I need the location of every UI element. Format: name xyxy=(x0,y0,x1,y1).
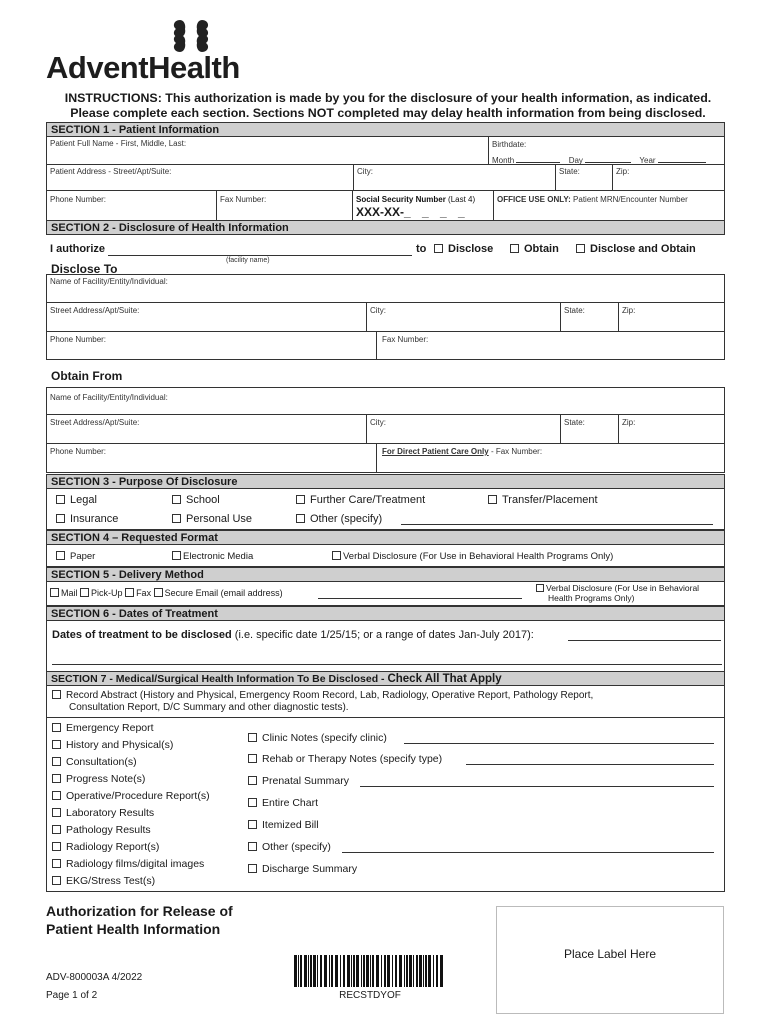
electronic-checkbox[interactable] xyxy=(172,551,181,560)
place-label-box: Place Label Here xyxy=(496,906,724,1014)
obtain-street-label: Street Address/Apt/Suite: xyxy=(50,418,140,427)
section7-left-item[interactable]: Radiology Report(s) xyxy=(52,841,159,853)
disclose-to-box xyxy=(46,274,725,360)
section7-left-item[interactable]: Radiology films/digital images xyxy=(52,858,204,870)
adventhealth-logo-icon xyxy=(170,18,214,54)
patient-fax-label: Fax Number: xyxy=(220,195,267,204)
purpose-legal[interactable]: Legal xyxy=(56,494,97,506)
form-title: Authorization for Release of Patient Health Information xyxy=(46,903,233,937)
section7-right-item[interactable]: Discharge Summary xyxy=(248,863,357,875)
purpose-further-care[interactable]: Further Care/Treatment xyxy=(296,494,425,506)
obtain-facility-label: Name of Facility/Entity/Individual: xyxy=(50,393,168,402)
further-care-checkbox[interactable] xyxy=(296,495,305,504)
item-checkbox[interactable] xyxy=(52,774,61,783)
item-checkbox[interactable] xyxy=(52,740,61,749)
brand-name: AdventHealth xyxy=(46,50,240,85)
specify-line[interactable] xyxy=(466,764,714,765)
item-checkbox[interactable] xyxy=(248,776,257,785)
disclose-checkbox[interactable] xyxy=(434,244,443,253)
dates-of-treatment-prompt: Dates of treatment to be disclosed (i.e. specific date 1/25/15; or a range of dates Jan-July 2017): xyxy=(52,629,534,641)
fax-checkbox[interactable] xyxy=(125,588,134,597)
item-checkbox[interactable] xyxy=(248,754,257,763)
birthdate-label: Birthdate: xyxy=(492,140,527,149)
item-checkbox[interactable] xyxy=(52,859,61,868)
barcode-icon xyxy=(294,955,446,987)
patient-zip-label: Zip: xyxy=(616,167,630,176)
item-checkbox[interactable] xyxy=(52,808,61,817)
pickup-checkbox[interactable] xyxy=(80,588,89,597)
disclose-city-label: City: xyxy=(370,306,386,315)
section-7-header: SECTION 7 - Medical/Surgical Health Information To Be Disclosed - Check All That Apply xyxy=(46,671,725,686)
facility-name-line[interactable] xyxy=(108,255,412,256)
item-checkbox[interactable] xyxy=(248,864,257,873)
email-address-line[interactable] xyxy=(318,598,522,599)
delivery-verbal[interactable]: Verbal Disclosure (For Use in Behavioral Health Programs Only) xyxy=(536,583,699,603)
ssn-field[interactable]: XXX-XX-_ _ _ _ xyxy=(356,205,469,219)
direct-care-fax-label: For Direct Patient Care Only - Fax Number: xyxy=(382,447,543,456)
purpose-school[interactable]: School xyxy=(172,494,220,506)
section7-left-item[interactable]: Progress Note(s) xyxy=(52,773,145,785)
section7-right-item[interactable]: Clinic Notes (specify clinic) xyxy=(248,732,387,744)
legal-checkbox[interactable] xyxy=(56,495,65,504)
section7-left-item[interactable]: Consultation(s) xyxy=(52,756,137,768)
section-3-header: SECTION 3 - Purpose Of Disclosure xyxy=(46,474,725,489)
section-4-header: SECTION 4 – Requested Format xyxy=(46,530,725,545)
dates-line-2[interactable] xyxy=(52,664,722,665)
delivery-options: Mail Pick-Up Fax Secure Email (email address) xyxy=(50,588,283,598)
instructions-line-1: INSTRUCTIONS: This authorization is made by you for the disclosure of your health information, as indicated. xyxy=(64,91,712,105)
item-checkbox[interactable] xyxy=(248,820,257,829)
barcode-text: RECSTDYOF xyxy=(339,990,401,1001)
disclose-and-obtain-option[interactable]: Disclose and Obtain xyxy=(576,243,696,255)
patient-state-label: State: xyxy=(559,167,580,176)
item-checkbox[interactable] xyxy=(52,842,61,851)
paper-checkbox[interactable] xyxy=(56,551,65,560)
section7-left-item[interactable]: Operative/Procedure Report(s) xyxy=(52,790,210,802)
disclose-option[interactable]: Disclose xyxy=(434,243,493,255)
item-checkbox[interactable] xyxy=(248,842,257,851)
section7-right-item[interactable]: Itemized Bill xyxy=(248,819,319,831)
disclose-facility-label: Name of Facility/Entity/Individual: xyxy=(50,277,168,286)
instructions-line-2: Please complete each section. Sections NOT completed may delay health information from being disclosed. xyxy=(70,106,706,120)
ssn-label: Social Security Number (Last 4) xyxy=(356,195,476,204)
section7-left-item[interactable]: History and Physical(s) xyxy=(52,739,173,751)
format-electronic[interactable]: Electronic Media xyxy=(172,551,253,562)
record-abstract-option[interactable]: Record Abstract (History and Physical, Emergency Room Record, Lab, Radiology, Operative Report, Pathology Report, Consultation Report, D/C Summary and other diagnostic tests). xyxy=(52,690,593,714)
section-6-header: SECTION 6 - Dates of Treatment xyxy=(46,606,725,621)
disclose-zip-label: Zip: xyxy=(622,306,636,315)
section-5-header: SECTION 5 - Delivery Method xyxy=(46,567,725,582)
i-authorize-label: I authorize xyxy=(50,243,106,255)
section7-right-item[interactable]: Rehab or Therapy Notes (specify type) xyxy=(248,753,442,765)
authorization-form xyxy=(46,122,725,892)
purpose-other[interactable]: Other (specify) xyxy=(296,513,382,525)
patient-name-field[interactable] xyxy=(50,149,486,161)
section7-left-item[interactable]: Laboratory Results xyxy=(52,807,154,819)
disclose-state-label: State: xyxy=(564,306,585,315)
section7-right-item[interactable]: Other (specify) xyxy=(248,841,331,853)
section7-left-item[interactable]: Emergency Report xyxy=(52,722,154,734)
obtain-from-heading: Obtain From xyxy=(51,369,123,383)
disclose-fax-label: Fax Number: xyxy=(382,335,429,344)
item-checkbox[interactable] xyxy=(52,791,61,800)
patient-address-label: Patient Address - Street/Apt/Suite: xyxy=(50,167,172,176)
patient-phone-label: Phone Number: xyxy=(50,195,107,204)
format-paper[interactable]: Paper xyxy=(56,551,95,562)
mail-checkbox[interactable] xyxy=(50,588,59,597)
obtain-option[interactable]: Obtain xyxy=(510,243,559,255)
obtain-checkbox[interactable] xyxy=(510,244,519,253)
item-checkbox[interactable] xyxy=(52,876,61,885)
purpose-transfer[interactable]: Transfer/Placement xyxy=(488,494,598,506)
obtain-phone-label: Phone Number: xyxy=(50,447,107,456)
other-purpose-line[interactable] xyxy=(401,524,713,525)
record-abstract-checkbox[interactable] xyxy=(52,690,61,699)
birthdate-fields[interactable]: Month Day Year xyxy=(492,153,706,165)
obtain-zip-label: Zip: xyxy=(622,418,636,427)
disclose-street-label: Street Address/Apt/Suite: xyxy=(50,306,140,315)
verbal-format-checkbox[interactable] xyxy=(332,551,341,560)
section7-right-item[interactable]: Entire Chart xyxy=(248,797,318,809)
insurance-checkbox[interactable] xyxy=(56,514,65,523)
purpose-personal-use[interactable]: Personal Use xyxy=(172,513,252,525)
purpose-insurance[interactable]: Insurance xyxy=(56,513,118,525)
office-use-label: OFFICE USE ONLY: Patient MRN/Encounter Number xyxy=(497,195,688,204)
verbal-delivery-checkbox[interactable] xyxy=(536,584,544,592)
to-label: to xyxy=(416,243,427,255)
other-purpose-checkbox[interactable] xyxy=(296,514,305,523)
dates-line-1[interactable] xyxy=(568,640,721,641)
item-checkbox[interactable] xyxy=(248,733,257,742)
disclose-to-heading: Disclose To xyxy=(51,262,118,276)
personal-use-checkbox[interactable] xyxy=(172,514,181,523)
item-checkbox[interactable] xyxy=(52,825,61,834)
school-checkbox[interactable] xyxy=(172,495,181,504)
section7-left-item[interactable]: EKG/Stress Test(s) xyxy=(52,875,155,887)
section-2-header: SECTION 2 - Disclosure of Health Information xyxy=(46,220,725,235)
item-checkbox[interactable] xyxy=(52,757,61,766)
form-code: ADV-800003A 4/2022 xyxy=(46,972,143,983)
secure-email-checkbox[interactable] xyxy=(154,588,163,597)
item-checkbox[interactable] xyxy=(248,798,257,807)
specify-line[interactable] xyxy=(404,743,714,744)
page-number: Page 1 of 2 xyxy=(46,990,98,1001)
section-1-header: SECTION 1 - Patient Information xyxy=(46,122,725,137)
transfer-checkbox[interactable] xyxy=(488,495,497,504)
patient-city-label: City: xyxy=(357,167,373,176)
section7-right-item[interactable]: Prenatal Summary xyxy=(248,775,349,787)
facility-name-caption: (facility name) xyxy=(226,257,270,264)
specify-line[interactable] xyxy=(360,786,714,787)
format-verbal[interactable]: Verbal Disclosure (For Use in Behavioral Health Programs Only) xyxy=(332,551,613,562)
disclose-and-obtain-checkbox[interactable] xyxy=(576,244,585,253)
patient-name-label: Patient Full Name - First, Middle, Last: xyxy=(50,139,187,148)
disclose-phone-label: Phone Number: xyxy=(50,335,107,344)
obtain-state-label: State: xyxy=(564,418,585,427)
item-checkbox[interactable] xyxy=(52,723,61,732)
specify-line[interactable] xyxy=(342,852,714,853)
obtain-city-label: City: xyxy=(370,418,386,427)
section7-left-item[interactable]: Pathology Results xyxy=(52,824,151,836)
